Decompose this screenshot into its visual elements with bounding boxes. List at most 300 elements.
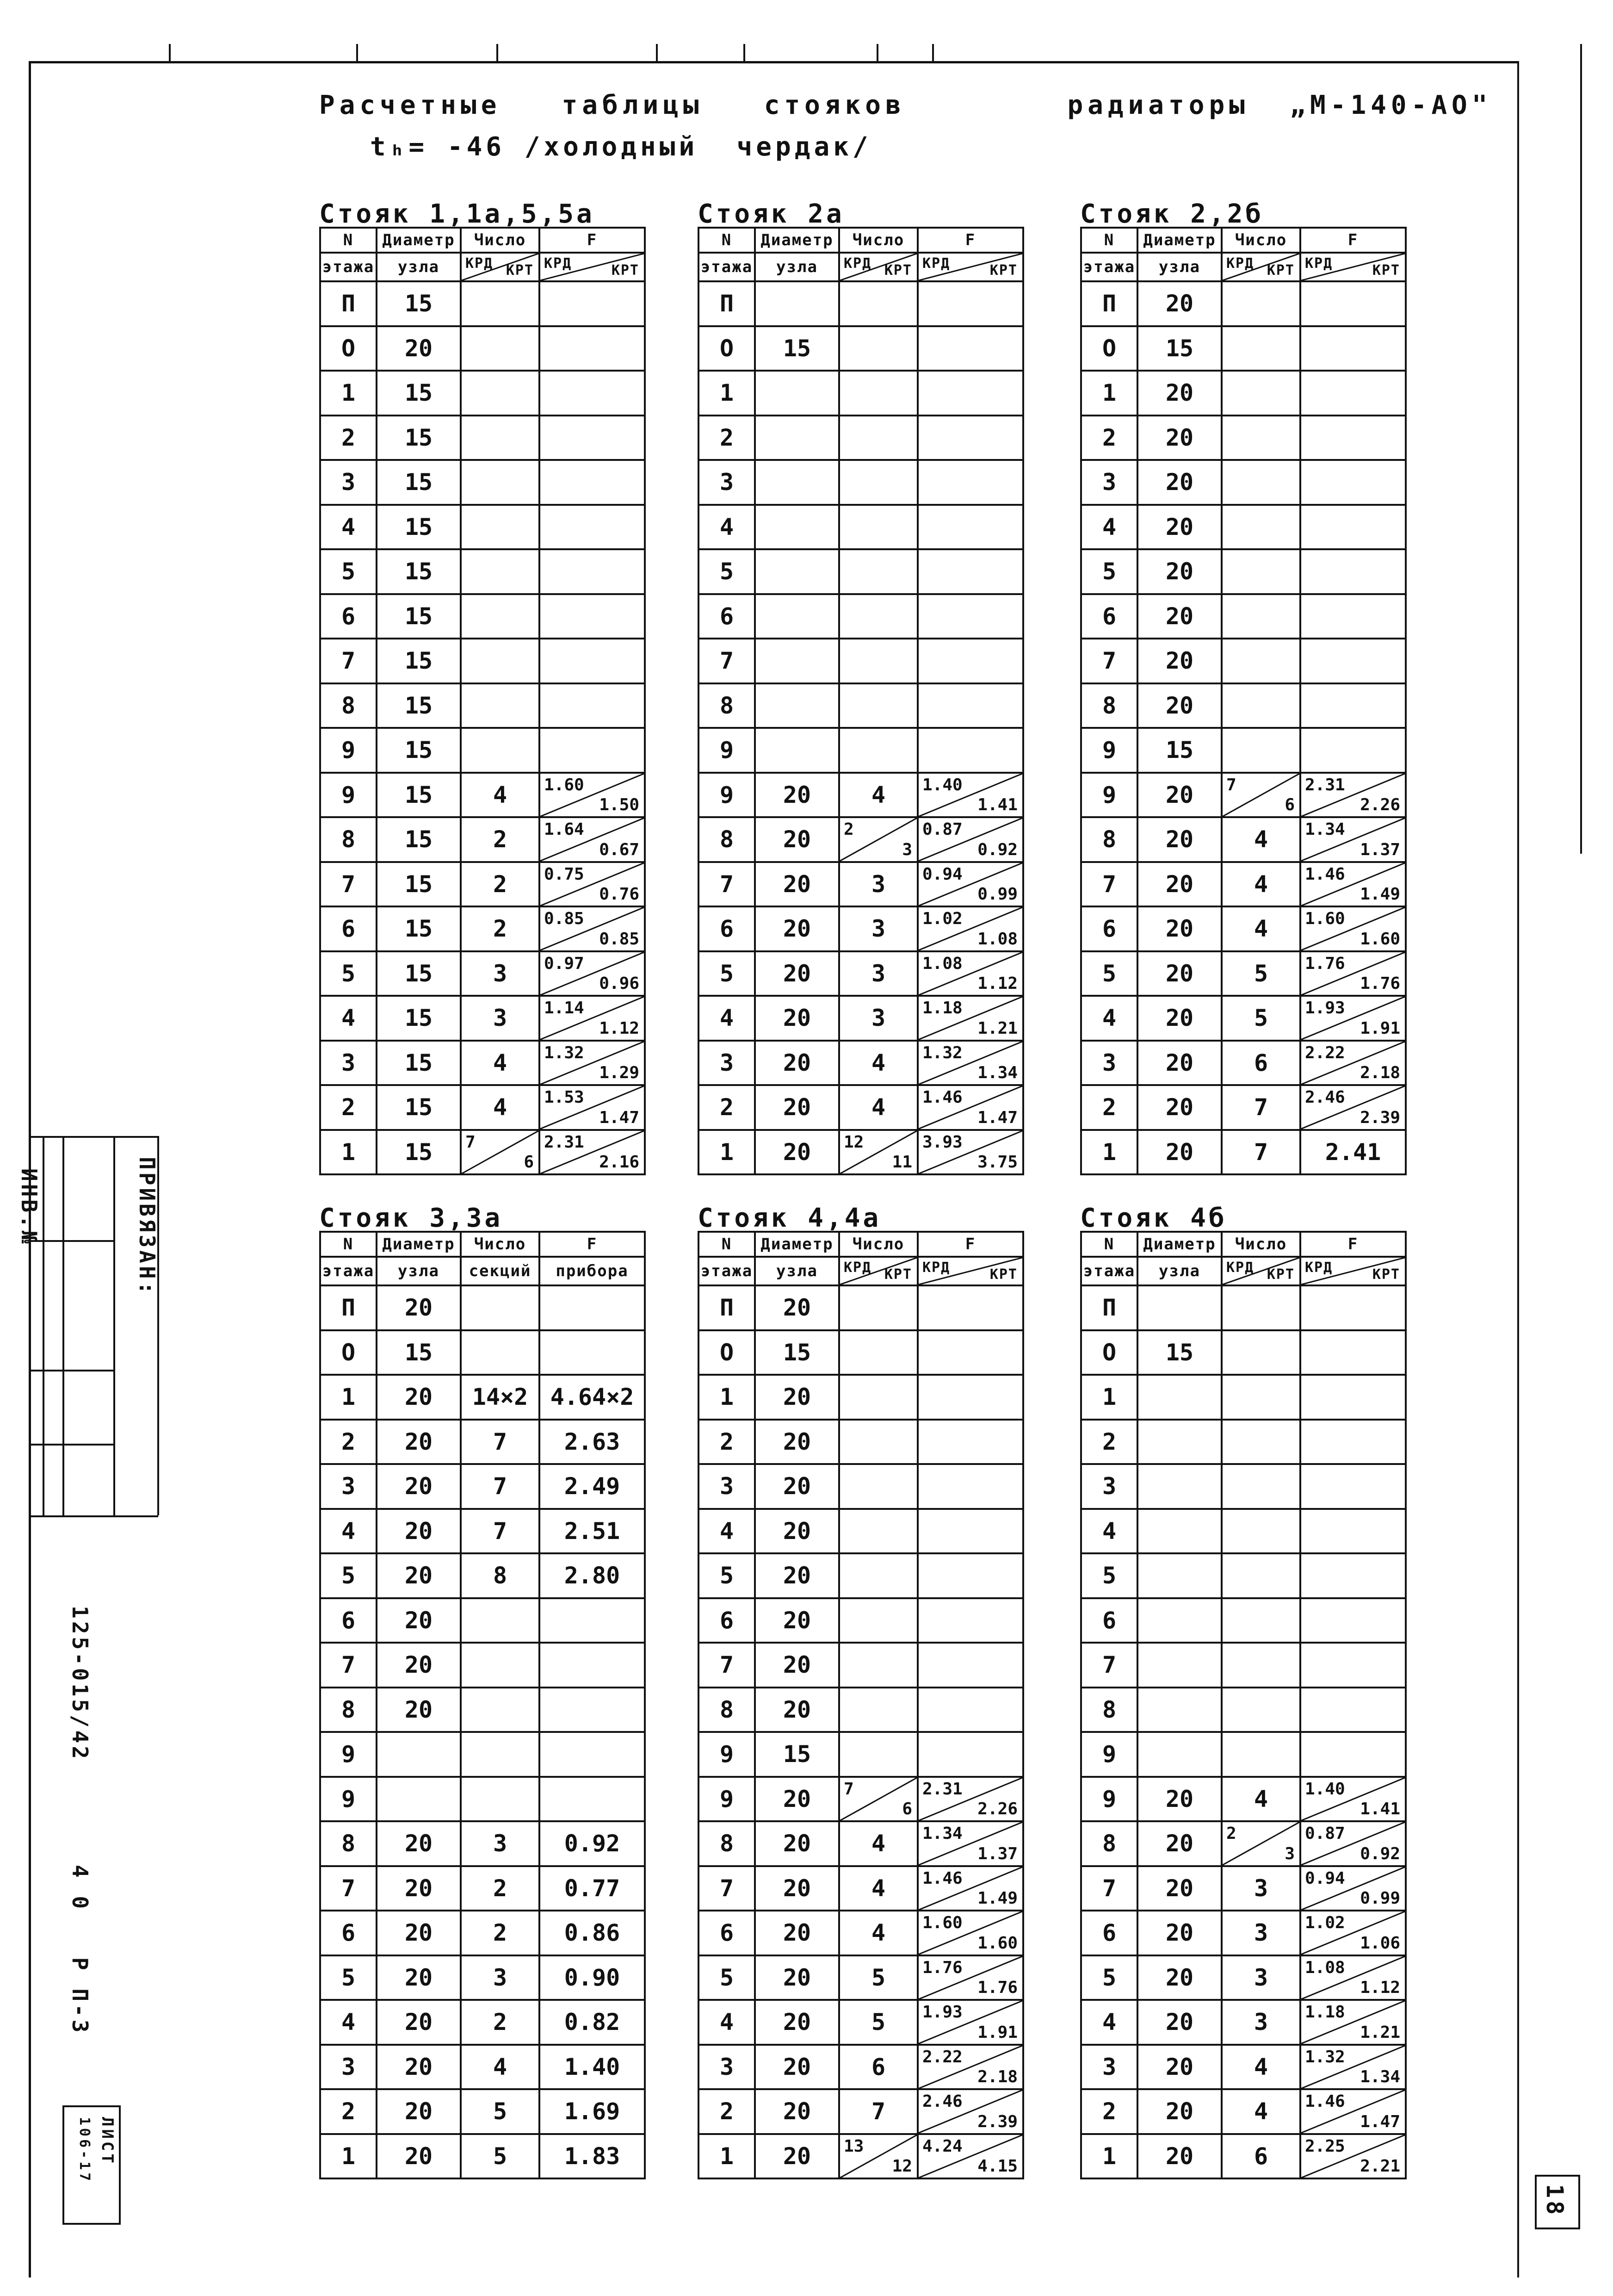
sections-cell	[839, 2134, 918, 2179]
table-row	[1081, 1375, 1406, 1420]
diameter-cell: 20	[377, 1285, 461, 1330]
f-krd: 1.02	[1305, 1913, 1345, 1932]
floor-cell: 7	[320, 1643, 377, 1688]
sections-cell	[461, 281, 539, 326]
sections-cell: 5	[461, 2134, 539, 2179]
floor-cell: 8	[320, 817, 377, 862]
f-cell: 2.80	[539, 1553, 645, 1598]
krt-label: КРТ	[1372, 1266, 1400, 1283]
diameter-cell: 15	[755, 326, 839, 371]
frame-tick	[877, 44, 878, 62]
sections-cell	[839, 906, 918, 951]
diameter-cell: 15	[1137, 326, 1222, 371]
f-cell	[1300, 1732, 1406, 1777]
floor-cell: 5	[698, 1553, 755, 1598]
sections-krt: 6	[1285, 795, 1295, 814]
diameter-cell: 20	[1137, 683, 1222, 728]
sections-cell	[461, 1732, 539, 1777]
sections-cell	[1222, 1130, 1300, 1175]
sections-cell	[839, 1911, 918, 1955]
table-row	[698, 371, 1023, 416]
f-cell	[1300, 1375, 1406, 1420]
floor-cell: 1	[1081, 1130, 1137, 1175]
table-row	[698, 326, 1023, 371]
f-cell	[918, 281, 1023, 326]
sections-value: 3	[493, 960, 507, 987]
f-cell	[1300, 773, 1406, 818]
sections-krd: 7	[465, 1132, 476, 1152]
table-row	[1081, 549, 1406, 594]
sections-cell	[1222, 505, 1300, 550]
table-row	[320, 1598, 645, 1643]
diameter-cell: 20	[377, 1509, 461, 1554]
sections-cell	[1222, 862, 1300, 907]
krd-label: КРД	[922, 1260, 951, 1276]
col-floor-header: N	[1081, 228, 1137, 253]
diameter-cell: 20	[377, 2000, 461, 2045]
f-krd: 2.25	[1305, 2136, 1345, 2156]
sections-krt: 11	[892, 1153, 912, 1172]
diameter-cell	[377, 1777, 461, 1822]
sections-value: 3	[1254, 1964, 1268, 1991]
diameter-cell: 15	[377, 683, 461, 728]
sections-cell	[1222, 1777, 1300, 1822]
sections-krt: 3	[1285, 1844, 1295, 1863]
diameter-cell	[755, 460, 839, 505]
col-diam-header: Диаметр	[755, 1232, 839, 1257]
table-row	[1081, 1553, 1406, 1598]
sections-cell	[839, 1375, 918, 1420]
col-sections-header: Число	[461, 1232, 539, 1257]
sections-cell	[1222, 951, 1300, 996]
table-row	[698, 1688, 1023, 1732]
sections-krt: 12	[892, 2157, 912, 2176]
sections-cell	[461, 1598, 539, 1643]
floor-cell: 8	[698, 1688, 755, 1732]
stamp-list-code: 106-17	[76, 2117, 93, 2184]
floor-cell: 3	[1081, 460, 1137, 505]
diameter-cell: 20	[377, 1464, 461, 1509]
f-cell	[918, 1866, 1023, 1911]
f-krt: 0.67	[599, 840, 639, 859]
f-cell	[539, 416, 645, 460]
floor-cell: П	[698, 1285, 755, 1330]
krd-label: КРД	[1226, 1260, 1255, 1276]
table-row	[320, 1866, 645, 1911]
table-row	[320, 2000, 645, 2045]
krt-label: КРТ	[884, 262, 912, 279]
sections-value: 4	[493, 1094, 507, 1121]
f-krd: 2.31	[1305, 775, 1345, 794]
sections-cell	[839, 1085, 918, 1130]
f-cell	[918, 1509, 1023, 1554]
table-row	[698, 1041, 1023, 1086]
f-cell	[539, 371, 645, 416]
sections-cell	[839, 416, 918, 460]
f-cell	[1300, 1821, 1406, 1866]
f-cell	[539, 728, 645, 773]
table-row	[320, 549, 645, 594]
diameter-cell: 20	[755, 2134, 839, 2179]
floor-cell: 7	[698, 1643, 755, 1688]
f-krt: 1.60	[1360, 929, 1400, 949]
f-cell	[918, 1330, 1023, 1375]
diameter-cell: 20	[1137, 951, 1222, 996]
sections-value: 4	[493, 781, 507, 808]
floor-cell: 2	[1081, 1085, 1137, 1130]
sections-cell	[461, 1643, 539, 1688]
f-krd: 1.64	[544, 820, 584, 839]
sections-cell	[839, 1130, 918, 1175]
diameter-cell: 20	[755, 1130, 839, 1175]
diameter-cell: 15	[755, 1330, 839, 1375]
diameter-cell: 15	[377, 1130, 461, 1175]
table-row	[1081, 1598, 1406, 1643]
floor-cell: 4	[1081, 996, 1137, 1041]
table-row	[698, 1955, 1023, 2000]
diameter-cell: 20	[755, 951, 839, 996]
floor-cell: О	[1081, 1330, 1137, 1375]
f-krt: 2.26	[1360, 795, 1400, 814]
f-krd: 1.46	[922, 1088, 963, 1107]
sections-value: 4	[1254, 1785, 1268, 1812]
sections-cell	[1222, 817, 1300, 862]
f-cell: 0.90	[539, 1955, 645, 2000]
sections-cell	[461, 951, 539, 996]
diameter-cell: 20	[377, 2089, 461, 2134]
table-row	[698, 1085, 1023, 1130]
f-cell	[1300, 371, 1406, 416]
f-cell	[1300, 683, 1406, 728]
table-row	[698, 416, 1023, 460]
f-cell	[918, 1732, 1023, 1777]
floor-cell: 6	[320, 594, 377, 639]
f-cell	[1300, 594, 1406, 639]
diameter-cell: 20	[1137, 1777, 1222, 1822]
sections-value: 4	[1254, 915, 1268, 943]
table-row	[320, 862, 645, 907]
f-krt: 1.47	[599, 1108, 639, 1127]
floor-cell: 1	[698, 371, 755, 416]
f-krt: 2.39	[1360, 1108, 1400, 1127]
floor-cell: 9	[320, 728, 377, 773]
table-row	[1081, 281, 1406, 326]
floor-cell: 7	[698, 1866, 755, 1911]
table-row	[1081, 1955, 1406, 2000]
col-diam-header: Диаметр	[1137, 228, 1222, 253]
f-cell	[539, 1330, 645, 1375]
f-cell	[1300, 1041, 1406, 1086]
table-row	[698, 817, 1023, 862]
diameter-cell: 15	[377, 728, 461, 773]
diameter-cell	[1137, 1553, 1222, 1598]
floor-cell: 6	[1081, 1911, 1137, 1955]
diameter-cell: 15	[377, 1330, 461, 1375]
table-row	[698, 1464, 1023, 1509]
floor-cell: О	[320, 1330, 377, 1375]
f-cell	[539, 505, 645, 550]
f-krd: 0.94	[1305, 1868, 1345, 1888]
table-row	[698, 1553, 1023, 1598]
table-row	[320, 281, 645, 326]
col-sections-header: Число	[1222, 228, 1300, 253]
table-row	[1081, 594, 1406, 639]
diameter-cell	[1137, 1285, 1222, 1330]
diameter-cell	[755, 505, 839, 550]
f-krd: 1.34	[922, 1824, 963, 1843]
f-cell	[1300, 549, 1406, 594]
floor-cell: П	[320, 281, 377, 326]
diameter-cell: 20	[377, 1688, 461, 1732]
table-row	[320, 2089, 645, 2134]
sections-cell	[1222, 594, 1300, 639]
f-cell	[1300, 1777, 1406, 1822]
table-row	[698, 1821, 1023, 1866]
f-cell	[918, 505, 1023, 550]
table-row	[698, 1643, 1023, 1688]
sections-cell	[461, 1688, 539, 1732]
diameter-cell: 15	[377, 817, 461, 862]
f-krt: 2.18	[977, 2067, 1018, 2086]
diameter-cell: 15	[1137, 1330, 1222, 1375]
table-row	[1081, 1732, 1406, 1777]
sections-cell	[1222, 416, 1300, 460]
f-cell	[918, 1130, 1023, 1175]
floor-cell: 6	[698, 1911, 755, 1955]
sections-cell	[1222, 1688, 1300, 1732]
sections-cell: 2	[461, 1866, 539, 1911]
floor-cell: П	[698, 281, 755, 326]
floor-cell: 8	[1081, 1821, 1137, 1866]
floor-cell: 8	[320, 1688, 377, 1732]
diameter-cell	[755, 683, 839, 728]
diameter-cell: 15	[377, 594, 461, 639]
diameter-cell	[755, 416, 839, 460]
f-krt: 1.76	[977, 1978, 1018, 1997]
sections-cell	[461, 1330, 539, 1375]
f-krd: 1.32	[922, 1043, 963, 1062]
floor-cell: 5	[1081, 549, 1137, 594]
f-cell	[539, 862, 645, 907]
floor-cell: 9	[1081, 1732, 1137, 1777]
diameter-cell: 20	[1137, 1130, 1222, 1175]
sections-cell	[461, 1130, 539, 1175]
f-cell	[539, 1130, 645, 1175]
sections-value: 4	[1254, 826, 1268, 853]
table-row	[1081, 906, 1406, 951]
table-row	[1081, 1643, 1406, 1688]
sections-cell	[1222, 1041, 1300, 1086]
f-krd: 2.22	[1305, 1043, 1345, 1062]
sections-krt: 3	[902, 840, 912, 859]
diameter-cell: 15	[377, 639, 461, 683]
table-row	[1081, 2134, 1406, 2179]
table-row	[698, 951, 1023, 996]
floor-cell: 9	[698, 773, 755, 818]
sections-cell	[461, 1285, 539, 1330]
diameter-cell: 20	[755, 1553, 839, 1598]
table-row	[320, 1130, 645, 1175]
f-krt: 1.06	[1360, 1933, 1400, 1953]
f-cell	[918, 1821, 1023, 1866]
floor-cell: 7	[1081, 862, 1137, 907]
col-diam-subheader: узла	[1137, 1257, 1222, 1285]
f-cell	[918, 549, 1023, 594]
diameter-cell: 15	[377, 906, 461, 951]
floor-cell: 7	[1081, 1643, 1137, 1688]
col-diam-header: Диаметр	[377, 228, 461, 253]
table-row	[1081, 773, 1406, 818]
diameter-cell: 15	[377, 549, 461, 594]
f-cell	[539, 773, 645, 818]
krd-label: КРД	[1305, 255, 1333, 272]
diameter-cell: 20	[755, 1955, 839, 2000]
floor-cell: 3	[698, 1464, 755, 1509]
table-row	[320, 594, 645, 639]
col-sections-split-header	[461, 253, 539, 281]
sections-cell	[839, 1509, 918, 1554]
col-sections-header: Число	[839, 1232, 918, 1257]
sections-cell	[1222, 1598, 1300, 1643]
f-cell	[1300, 281, 1406, 326]
f-cell	[539, 326, 645, 371]
sections-cell	[1222, 1643, 1300, 1688]
table-row	[1081, 1330, 1406, 1375]
riser-title: Стояк 4б	[1080, 1203, 1227, 1233]
diameter-cell: 20	[1137, 281, 1222, 326]
table-row	[1081, 505, 1406, 550]
floor-cell: 5	[320, 549, 377, 594]
col-diam-header: Диаметр	[1137, 1232, 1222, 1257]
floor-cell: 5	[698, 1955, 755, 2000]
f-cell	[918, 2045, 1023, 2090]
f-cell	[1300, 2045, 1406, 2090]
stamp-inv-no: ИНВ.№	[17, 1168, 42, 1247]
table-row	[320, 1688, 645, 1732]
diameter-cell: 20	[377, 1866, 461, 1911]
floor-cell: 7	[1081, 639, 1137, 683]
table-row	[698, 862, 1023, 907]
floor-cell: 1	[320, 2134, 377, 2179]
diameter-cell: 20	[1137, 1955, 1222, 2000]
f-cell	[1300, 1330, 1406, 1375]
f-cell	[539, 1285, 645, 1330]
sections-cell	[1222, 326, 1300, 371]
table-row	[320, 2045, 645, 2090]
f-cell: 4.64×2	[539, 1375, 645, 1420]
f-cell: 1.83	[539, 2134, 645, 2179]
diameter-cell: 15	[377, 1085, 461, 1130]
sections-krd: 13	[844, 2136, 864, 2156]
diameter-cell	[377, 1732, 461, 1777]
sections-cell	[839, 549, 918, 594]
f-krt: 1.12	[1360, 1978, 1400, 1997]
f-krt: 1.37	[1360, 840, 1400, 859]
table-row	[698, 460, 1023, 505]
sections-cell	[461, 683, 539, 728]
table-row	[1081, 1821, 1406, 1866]
diameter-cell: 20	[1137, 549, 1222, 594]
sections-cell	[1222, 1509, 1300, 1554]
table-row	[698, 2000, 1023, 2045]
diameter-cell: 20	[755, 1643, 839, 1688]
floor-cell: 5	[1081, 1553, 1137, 1598]
floor-cell: О	[1081, 326, 1137, 371]
table-row	[1081, 371, 1406, 416]
diameter-cell: 20	[755, 2000, 839, 2045]
col-f-header: F	[1300, 1232, 1406, 1257]
floor-cell: 7	[698, 862, 755, 907]
table-row	[320, 505, 645, 550]
diameter-cell	[1137, 1464, 1222, 1509]
f-cell: 1.40	[539, 2045, 645, 2090]
f-krd: 4.24	[922, 2136, 963, 2156]
f-cell	[918, 416, 1023, 460]
sheet-number: 18	[1541, 2184, 1568, 2218]
f-cell	[918, 1955, 1023, 2000]
sections-cell	[839, 951, 918, 996]
sections-value: 4	[871, 1094, 886, 1121]
sections-cell	[461, 862, 539, 907]
sections-cell	[461, 549, 539, 594]
f-cell	[918, 1041, 1023, 1086]
stamp-line	[113, 1136, 115, 1515]
f-krd: 1.46	[1305, 2092, 1345, 2111]
col-floor-subheader: этажа	[1081, 1257, 1137, 1285]
diameter-cell: 20	[1137, 817, 1222, 862]
diameter-cell: 20	[1137, 1085, 1222, 1130]
diameter-cell: 20	[755, 996, 839, 1041]
f-cell	[1300, 728, 1406, 773]
floor-cell: 4	[320, 2000, 377, 2045]
sections-value: 3	[493, 1005, 507, 1032]
frame-top-line	[29, 61, 1518, 63]
f-krd: 1.93	[1305, 999, 1345, 1018]
diameter-cell: 20	[377, 1821, 461, 1866]
f-krt: 1.76	[1360, 974, 1400, 993]
diameter-cell: 20	[1137, 371, 1222, 416]
sections-value: 2	[493, 826, 507, 853]
f-krd: 0.97	[544, 954, 584, 973]
table-row	[320, 1375, 645, 1420]
f-cell	[918, 951, 1023, 996]
diameter-cell: 20	[755, 1041, 839, 1086]
f-cell	[1300, 505, 1406, 550]
col-f-header: F	[1300, 228, 1406, 253]
f-krt: 2.39	[977, 2112, 1018, 2131]
floor-cell: 3	[698, 1041, 755, 1086]
floor-cell: 1	[320, 1375, 377, 1420]
krd-label: КРД	[1305, 1260, 1333, 1276]
f-cell	[539, 594, 645, 639]
sections-cell	[461, 906, 539, 951]
f-krd: 3.93	[922, 1132, 963, 1152]
diameter-cell: 20	[1137, 505, 1222, 550]
diameter-cell: 15	[755, 1732, 839, 1777]
f-cell: 0.77	[539, 1866, 645, 1911]
sections-krd: 7	[1226, 775, 1236, 794]
stamp-line	[29, 1444, 114, 1446]
f-cell	[918, 1598, 1023, 1643]
krd-label: КРД	[844, 1260, 872, 1276]
sections-cell	[839, 1732, 918, 1777]
floor-cell: 6	[698, 906, 755, 951]
floor-cell: 6	[1081, 594, 1137, 639]
f-cell	[918, 594, 1023, 639]
f-krd: 1.18	[922, 999, 963, 1018]
floor-cell: П	[1081, 281, 1137, 326]
floor-cell: 7	[320, 862, 377, 907]
